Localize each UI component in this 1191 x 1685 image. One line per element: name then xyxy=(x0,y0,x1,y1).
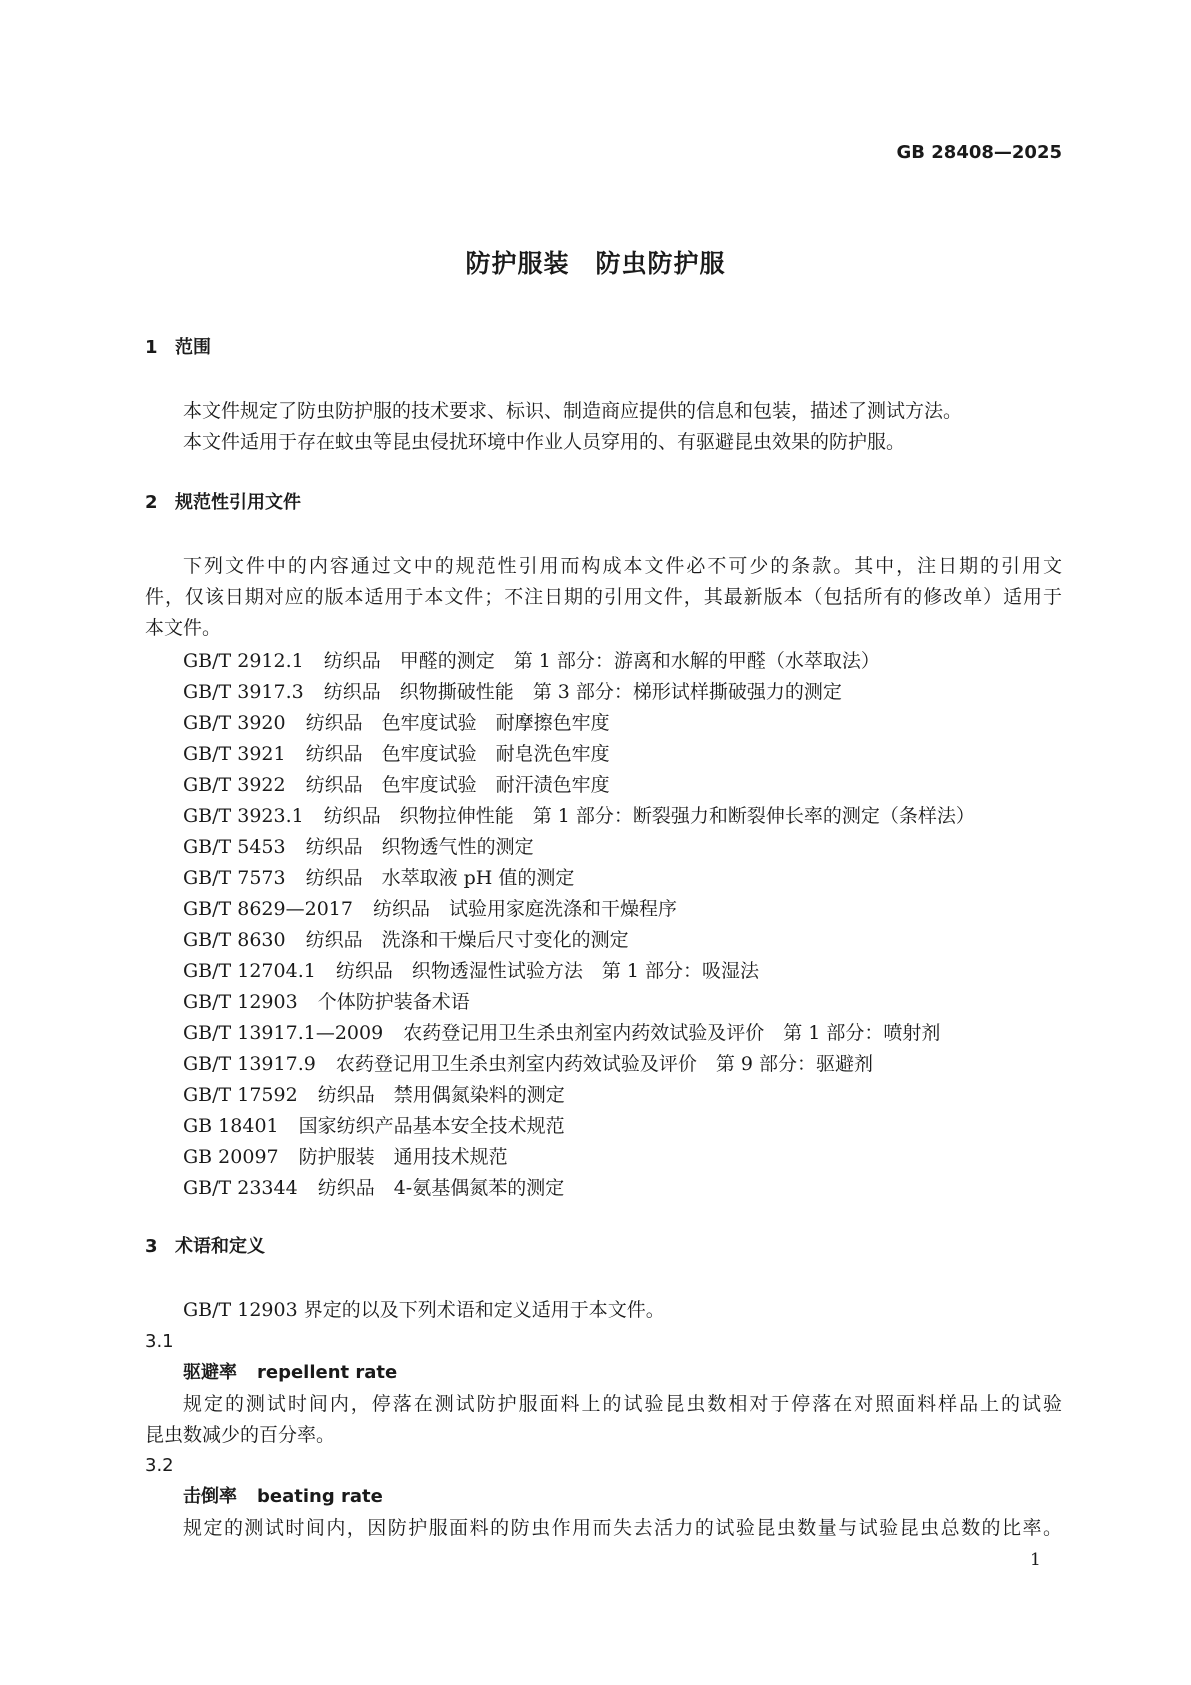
reference-item xyxy=(183,804,975,828)
standard-number: GB 28408—2025 xyxy=(896,142,1062,163)
reference-item xyxy=(183,1145,508,1169)
section-number: 1 xyxy=(145,337,158,358)
reference-code: GB/T 13917.9 xyxy=(183,1053,316,1075)
reference-code: GB/T 3923.1 xyxy=(183,805,304,827)
paragraph-line: 本文件。 xyxy=(145,617,222,639)
reference-code: GB/T 7573 xyxy=(183,867,286,889)
section-1-heading xyxy=(145,336,211,360)
reference-title: 纺织品 织物透气性的测定 xyxy=(305,836,534,858)
document-title: 防护服装 防虫防护服 xyxy=(465,249,726,278)
section-number: 2 xyxy=(145,492,158,513)
reference-code: GB 20097 xyxy=(183,1146,279,1168)
reference-code: GB/T 8630 xyxy=(183,929,286,951)
reference-title: 纺织品 禁用偶氮染料的测定 xyxy=(317,1084,565,1106)
reference-code: GB/T 3917.3 xyxy=(183,681,304,703)
section-number: 3 xyxy=(145,1236,158,1257)
reference-item xyxy=(183,835,534,859)
term-en: beating rate xyxy=(257,1486,383,1507)
reference-item xyxy=(183,959,759,983)
reference-title: 防护服装 通用技术规范 xyxy=(298,1146,508,1168)
reference-title: 纺织品 试验用家庭洗涤和干燥程序 xyxy=(372,898,677,920)
reference-item xyxy=(183,1176,564,1200)
reference-title: 纺织品 水萃取液 pH 值的测定 xyxy=(305,867,575,889)
reference-code: GB/T 8629—2017 xyxy=(183,898,353,920)
reference-item xyxy=(183,742,610,766)
term-heading xyxy=(183,1485,383,1509)
term-number: 3.1 xyxy=(145,1331,174,1352)
term-definition-line: 规定的测试时间内，因防护服面料的防虫作用而失去活力的试验昆虫数量与试验昆虫总数的比率。 xyxy=(183,1517,1062,1539)
section-2-heading xyxy=(145,491,301,515)
reference-code: GB/T 3921 xyxy=(183,743,286,765)
reference-item xyxy=(183,680,842,704)
reference-title: 纺织品 洗涤和干燥后尺寸变化的测定 xyxy=(305,929,629,951)
paragraph: GB/T 12903 界定的以及下列术语和定义适用于本文件。 xyxy=(183,1299,665,1321)
reference-code: GB/T 3920 xyxy=(183,712,286,734)
term-zh: 驱避率 xyxy=(183,1362,237,1383)
term-en: repellent rate xyxy=(257,1362,398,1383)
term-definition-line: 规定的测试时间内，停落在测试防护服面料上的试验昆虫数相对于停落在对照面料样品上的试验 xyxy=(183,1393,1062,1415)
term-zh: 击倒率 xyxy=(183,1486,237,1507)
reference-item xyxy=(183,773,610,797)
paragraph: 本文件适用于存在蚊虫等昆虫侵扰环境中作业人员穿用的、有驱避昆虫效果的防护服。 xyxy=(183,431,906,453)
reference-title: 纺织品 4-氨基偶氮苯的测定 xyxy=(317,1177,565,1199)
section-3-heading xyxy=(145,1235,265,1259)
reference-code: GB/T 2912.1 xyxy=(183,650,304,672)
reference-item xyxy=(183,1114,565,1138)
paragraph-line: 件，仅该日期对应的版本适用于本文件；不注日期的引用文件，其最新版本（包括所有的修改单）适用于 xyxy=(145,586,1062,608)
reference-title: 纺织品 织物透湿性试验方法 第 1 部分：吸湿法 xyxy=(335,960,759,982)
reference-code: GB/T 12903 xyxy=(183,991,298,1013)
reference-title: 纺织品 色牢度试验 耐摩擦色牢度 xyxy=(305,712,610,734)
section-title: 规范性引用文件 xyxy=(175,492,301,513)
paragraph: 本文件规定了防虫防护服的技术要求、标识、制造商应提供的信息和包装，描述了测试方法。 xyxy=(183,400,963,422)
term-number: 3.2 xyxy=(145,1455,174,1476)
reference-item xyxy=(183,928,629,952)
reference-item xyxy=(183,897,677,921)
reference-title: 国家纺织产品基本安全技术规范 xyxy=(298,1115,565,1137)
reference-title: 纺织品 色牢度试验 耐汗渍色牢度 xyxy=(305,774,610,796)
page-number: 1 xyxy=(1030,1550,1041,1570)
section-title: 术语和定义 xyxy=(175,1236,265,1257)
reference-title: 农药登记用卫生杀虫剂室内药效试验及评价 第 1 部分：喷射剂 xyxy=(403,1022,941,1044)
reference-item xyxy=(183,1021,940,1045)
paragraph-line: 下列文件中的内容通过文中的规范性引用而构成本文件必不可少的条款。其中，注日期的引用文 xyxy=(183,555,1062,577)
reference-code: GB 18401 xyxy=(183,1115,279,1137)
reference-code: GB/T 23344 xyxy=(183,1177,298,1199)
reference-title: 个体防护装备术语 xyxy=(317,991,470,1013)
reference-item xyxy=(183,866,574,890)
reference-item xyxy=(183,711,610,735)
reference-title: 纺织品 织物拉伸性能 第 1 部分：断裂强力和断裂伸长率的测定（条样法） xyxy=(323,805,975,827)
reference-item xyxy=(183,1083,565,1107)
reference-title: 农药登记用卫生杀虫剂室内药效试验及评价 第 9 部分：驱避剂 xyxy=(335,1053,873,1075)
reference-code: GB/T 12704.1 xyxy=(183,960,316,982)
reference-item xyxy=(183,649,880,673)
term-heading xyxy=(183,1361,397,1385)
reference-title: 纺织品 织物撕破性能 第 3 部分：梯形试样撕破强力的测定 xyxy=(323,681,842,703)
reference-code: GB/T 17592 xyxy=(183,1084,298,1106)
reference-code: GB/T 5453 xyxy=(183,836,286,858)
term-definition-line: 昆虫数减少的百分率。 xyxy=(145,1424,336,1446)
reference-code: GB/T 3922 xyxy=(183,774,286,796)
reference-title: 纺织品 甲醛的测定 第 1 部分：游离和水解的甲醛（水萃取法） xyxy=(323,650,880,672)
reference-code: GB/T 13917.1—2009 xyxy=(183,1022,384,1044)
section-title: 范围 xyxy=(175,337,211,358)
reference-title: 纺织品 色牢度试验 耐皂洗色牢度 xyxy=(305,743,610,765)
reference-item xyxy=(183,1052,873,1076)
reference-item xyxy=(183,990,470,1014)
